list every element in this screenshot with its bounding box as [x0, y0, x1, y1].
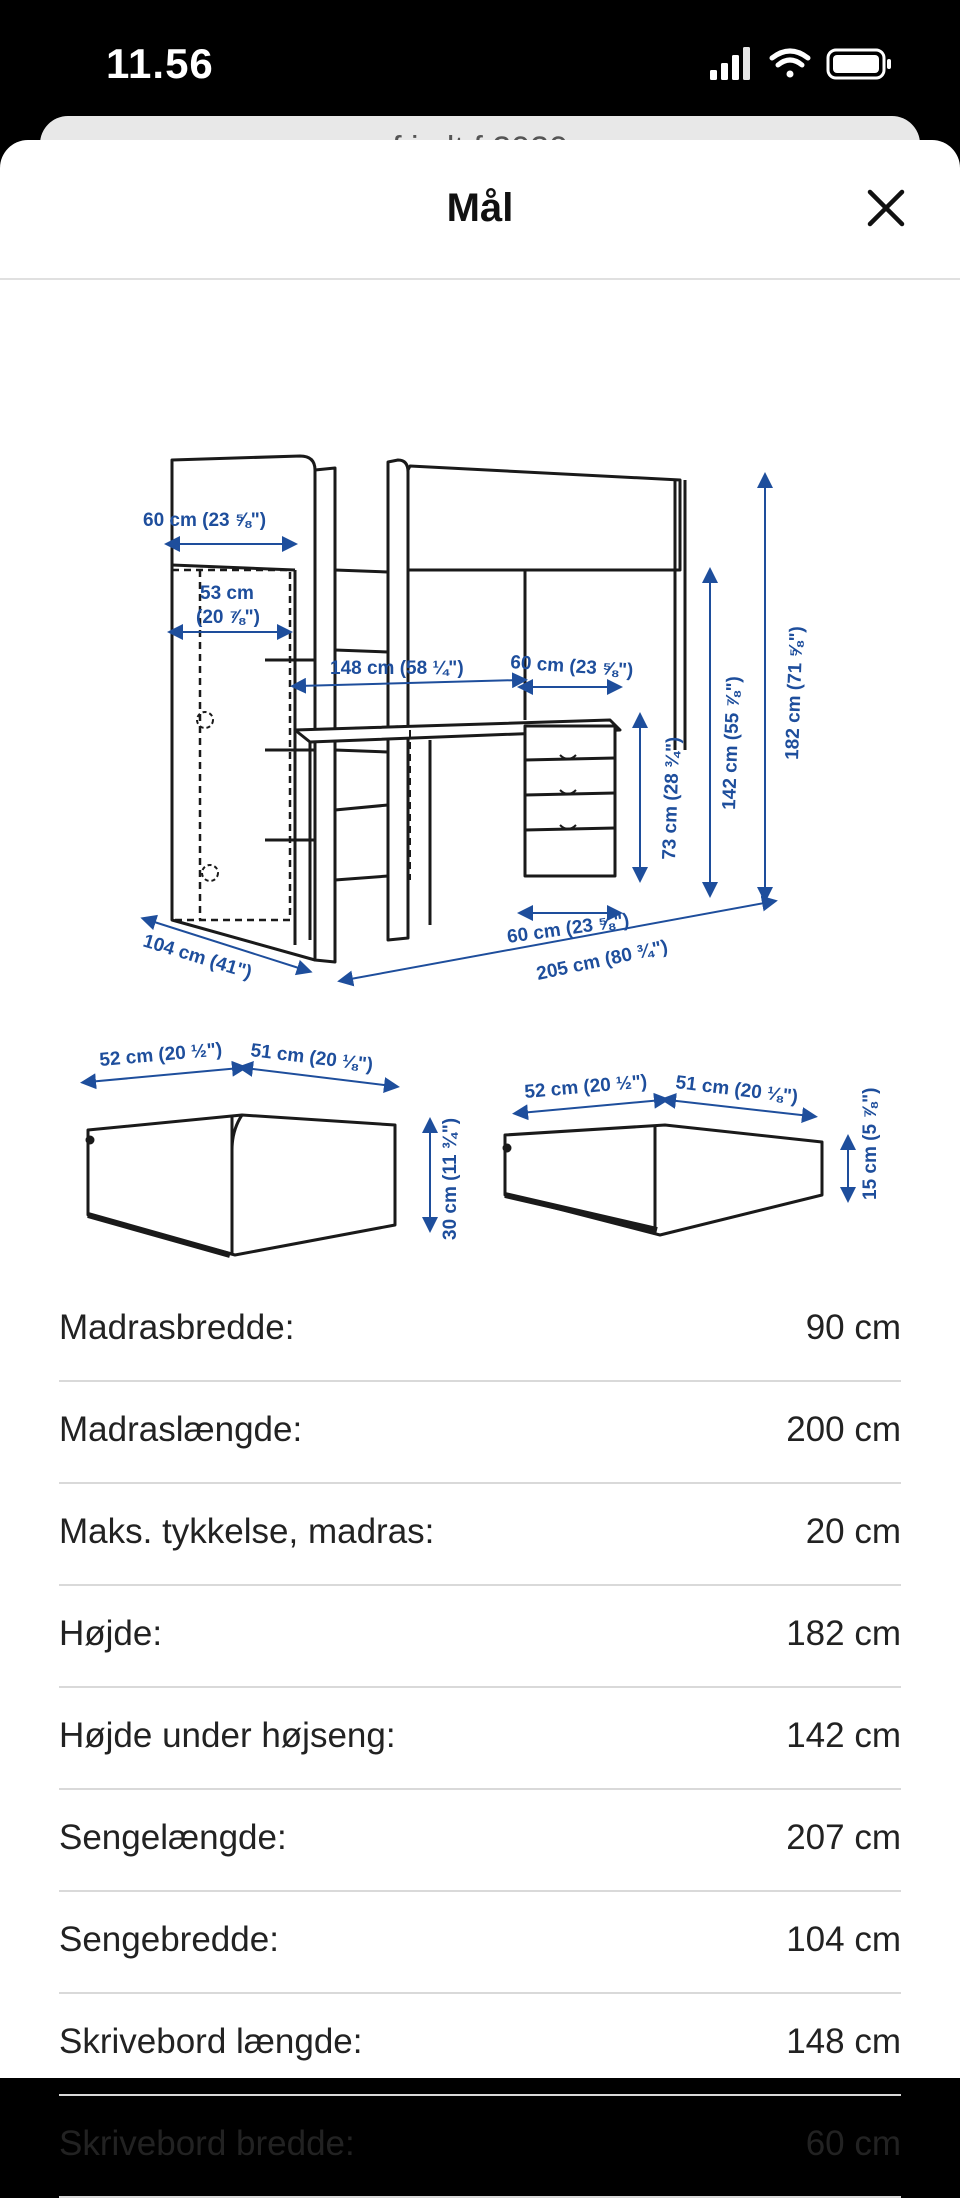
- label-total-height: 182 cm (71 ⅝"): [782, 625, 808, 761]
- spec-value: 60 cm: [805, 2124, 901, 2163]
- dimension-diagram: [0, 280, 960, 1240]
- label-top-width: 60 cm (23 ⅝"): [143, 510, 267, 531]
- sheet-header: [0, 140, 960, 280]
- label-desk-length: 148 cm (58 ¼"): [330, 658, 464, 679]
- spec-label: Højde under højseng:: [59, 1716, 396, 1755]
- wifi-icon: [772, 51, 808, 78]
- label-drawer2-height: 15 cm (5 ⅞"): [860, 1087, 881, 1200]
- spec-value: 104 cm: [786, 1920, 901, 1959]
- spec-row: [59, 1586, 901, 1688]
- spec-label: Skrivebord bredde:: [59, 2124, 355, 2163]
- dimensions-sheet: [0, 140, 960, 2163]
- spec-label: Skrivebord længde:: [59, 2022, 363, 2061]
- label-desk-height: 73 cm (28 ¾"): [659, 736, 685, 861]
- label-drawer1-height: 30 cm (11 ¾"): [440, 1117, 461, 1240]
- loft-bed-illustration: [172, 456, 685, 962]
- status-icons: [710, 44, 900, 84]
- label-desk-depth-top: 60 cm (23 ⅝"): [509, 652, 634, 682]
- spec-value: 90 cm: [805, 1308, 901, 1347]
- label-shelf-width-1: 53 cm: [200, 583, 254, 604]
- large-drawer-illustration: [87, 1115, 395, 1255]
- spec-value: 142 cm: [786, 1716, 901, 1755]
- label-desk-depth-bottom: 60 cm (23 ⅝"): [505, 910, 631, 948]
- spec-value: 20 cm: [805, 1512, 901, 1551]
- label-drawer1-width: 52 cm (20 ½"): [98, 1039, 224, 1071]
- label-drawer1-depth: 51 cm (20 ⅛"): [249, 1040, 375, 1076]
- label-drawer2-width: 52 cm (20 ½"): [523, 1071, 649, 1103]
- close-icon: [858, 180, 914, 236]
- label-bed-length: 205 cm (80 ¾"): [534, 936, 670, 985]
- label-drawer2-depth: 51 cm (20 ⅛"): [674, 1072, 800, 1108]
- spec-label: Sengelængde:: [59, 1818, 287, 1857]
- spec-label: Sengebredde:: [59, 1920, 279, 1959]
- small-drawer-illustration: [504, 1125, 822, 1235]
- status-time: 11.56: [106, 40, 214, 87]
- spec-row: [59, 1688, 901, 1790]
- label-bed-width: 104 cm (41"): [140, 930, 255, 984]
- signal-icon: [710, 47, 750, 80]
- spec-row: [59, 1892, 901, 1994]
- spec-value: 200 cm: [786, 1410, 901, 1449]
- spec-label: Højde:: [59, 1614, 163, 1653]
- spec-value: 182 cm: [786, 1614, 901, 1653]
- spec-row: [59, 1382, 901, 1484]
- status-bar: [0, 0, 960, 130]
- spec-label: Madraslængde:: [59, 1410, 303, 1449]
- close-button[interactable]: [858, 180, 914, 236]
- battery-icon: [828, 50, 891, 78]
- spec-row: [59, 1790, 901, 1892]
- spec-list: [59, 1280, 901, 2198]
- sheet-title: Mål: [446, 186, 514, 230]
- spec-value: 207 cm: [786, 1818, 901, 1857]
- spec-row: [59, 2096, 901, 2198]
- spec-row: [59, 1484, 901, 1586]
- label-shelf-width-2: (20 ⅞"): [196, 607, 260, 628]
- label-under-bed-height: 142 cm (55 ⅞"): [719, 675, 745, 811]
- spec-row: [59, 1280, 901, 1382]
- spec-label: Madrasbredde:: [59, 1308, 295, 1347]
- spec-value: 148 cm: [786, 2022, 901, 2061]
- spec-label: Maks. tykkelse, madras:: [59, 1512, 435, 1551]
- spec-row: [59, 1994, 901, 2096]
